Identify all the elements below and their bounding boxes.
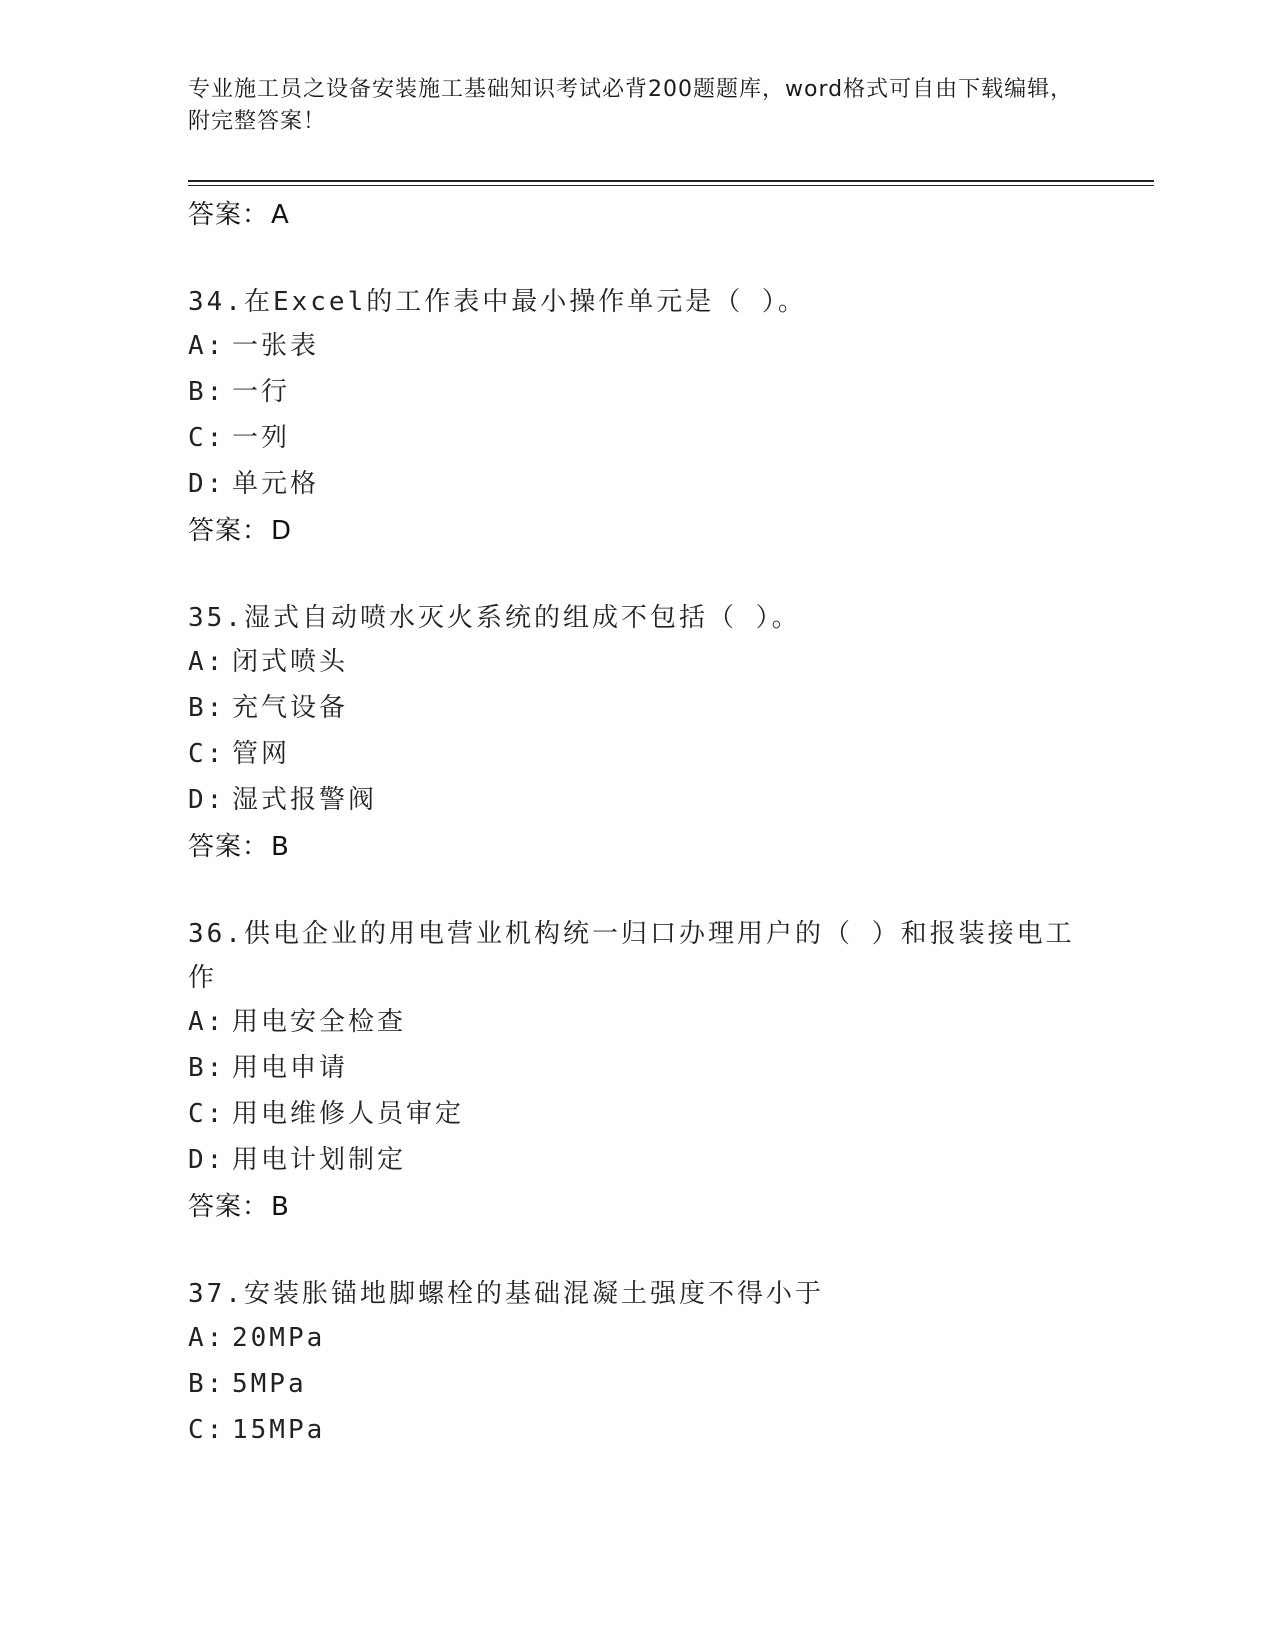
option-letter: D: [188,1145,226,1175]
option-letter: A: [188,1007,226,1037]
option-letter: D: [188,785,226,815]
option-text: 用电申请 [232,1053,349,1083]
option-item [188,1362,1088,1408]
option-item [188,686,1088,732]
option-letter: B: [188,1369,226,1399]
answer-label: 答案： [188,516,270,546]
option-item [188,640,1088,686]
option-text: 管网 [232,739,291,769]
option-letter: C: [188,423,226,453]
option-item [188,1092,1088,1138]
option-letter: B: [188,693,226,723]
header-divider-thick [188,180,1154,182]
option-item [188,462,1088,508]
option-letter: C: [188,1415,226,1445]
document-header: 专业施工员之设备安装施工基础知识考试必背200题题库，word格式可自由下载编辑，附完整答案！ [188,77,1074,134]
option-text: 湿式报警阀 [232,785,378,815]
question-stem: 35.湿式自动喷水灭火系统的组成不包括（ ）。 [188,603,801,633]
option-text: 用电计划制定 [232,1145,407,1175]
answer-value: B [271,832,290,862]
option-letter: A: [188,1323,226,1353]
question-stem: 36.供电企业的用电营业机构统一归口办理用户的（ ）和报装接电工作 [188,919,1075,993]
option-text: 一张表 [232,331,320,361]
answer-label: 答案： [188,832,270,862]
answer-value: A [271,200,290,230]
option-letter: D: [188,469,226,499]
option-letter: A: [188,331,226,361]
answer-line [188,192,1088,238]
option-item [188,1408,1088,1454]
option-letter: B: [188,1053,226,1083]
spacer [188,554,1088,596]
option-letter: C: [188,739,226,769]
option-item [188,1046,1088,1092]
answer-label: 答案： [188,1192,270,1222]
answer-label: 答案： [188,200,270,230]
option-text: 一列 [232,423,291,453]
option-text: 单元格 [232,469,320,499]
header-divider-thin [188,185,1154,186]
option-letter: A: [188,647,226,677]
answer-value: B [271,1192,290,1222]
spacer [188,870,1088,912]
option-item [188,732,1088,778]
answer-value: D [271,516,293,546]
option-item [188,370,1088,416]
answer-line [188,1184,1088,1230]
option-letter: B: [188,377,226,407]
option-text: 用电安全检查 [232,1007,407,1037]
option-item [188,1000,1088,1046]
option-item [188,416,1088,462]
answer-line [188,508,1088,554]
option-text: 15MPa [232,1415,326,1445]
spacer [188,238,1088,280]
option-text: 20MPa [232,1323,326,1353]
option-item [188,1138,1088,1184]
question-stem: 34.在Excel的工作表中最小操作单元是（ ）。 [188,287,807,317]
option-item [188,1316,1088,1362]
option-item [188,324,1088,370]
answer-line [188,824,1088,870]
question-list [188,192,1088,1454]
option-text: 闭式喷头 [232,647,349,677]
option-text: 用电维修人员审定 [232,1099,465,1129]
spacer [188,1230,1088,1272]
option-text: 一行 [232,377,291,407]
option-text: 充气设备 [232,693,349,723]
option-letter: C: [188,1099,226,1129]
question-stem: 37.安装胀锚地脚螺栓的基础混凝土强度不得小于 [188,1279,824,1309]
option-item [188,778,1088,824]
option-text: 5MPa [232,1369,307,1399]
